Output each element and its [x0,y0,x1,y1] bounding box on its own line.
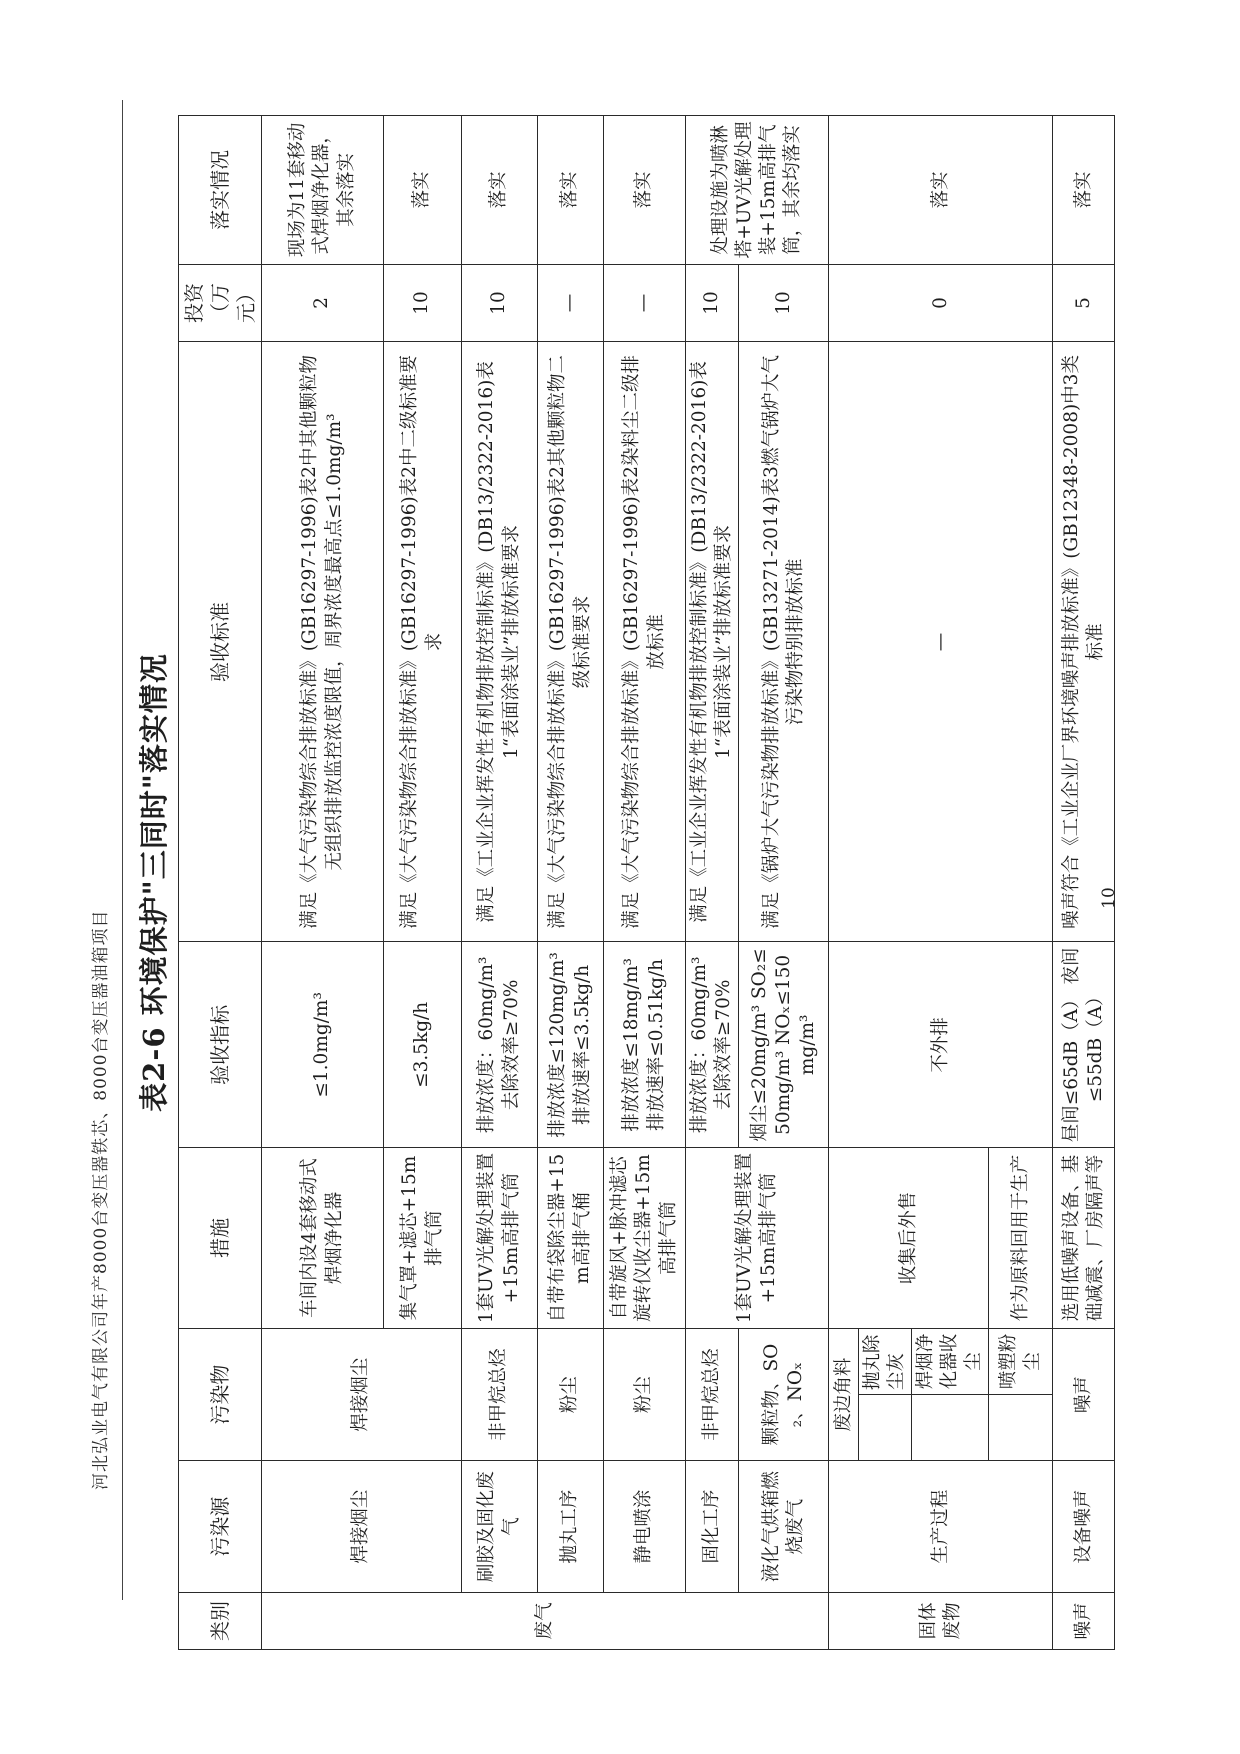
col-header-pollutant: 污染物 [179,1328,262,1461]
source-cell: 生产过程 [829,1461,1053,1592]
measure-cell: 自带布袋除尘器+15m高排气桶 [538,1148,604,1329]
standard-cell: 噪声符合《工业企业厂界环境噪声排放标准》(GB12348-2008)中3类标准 [1053,342,1115,942]
table-row [262,116,384,1650]
pollutant-cell: 焊烟净化器收尘 [912,1328,989,1394]
running-header: 河北弘业电气有限公司年产8000台变压器铁芯、8000台变压器油箱项目 [91,909,111,1490]
standard-cell: 满足《工业企业挥发性有机物排放控制标准》(DB13/2322-2016)表1“表面涂装业”排放标准要求 [462,342,538,942]
rotated-table-block [130,115,1115,1650]
investment-cell: — [538,264,604,342]
status-cell: 落实 [1053,116,1115,265]
pollutant-cell: 抛丸除尘灰 [859,1328,912,1394]
indicator-cell: 排放浓度：60mg/m³ 去除效率≥70% [462,942,538,1148]
pollutant-cell: 喷塑粉尘 [989,1328,1053,1394]
source-cell: 固化工序 [686,1461,739,1592]
category-gas: 废气 [262,1592,829,1649]
measure-cell: 选用低噪声设备、基础减震、厂房隔声等 [1053,1148,1115,1329]
table-row [1053,116,1115,1650]
pollutant-cell: 非甲烷总烃 [686,1328,739,1461]
source-welding: 焊接烟尘 [262,1461,462,1592]
table-row [686,116,739,1650]
col-header-indicator: 验收指标 [179,942,262,1148]
investment-cell: 5 [1053,264,1115,342]
status-cell: 落实 [462,116,538,265]
source-cell: 抛丸工序 [538,1461,604,1592]
status-cell: 现场为11套移动式焊烟净化器，其余落实 [262,116,384,265]
source-cell: 设备噪声 [1053,1461,1115,1592]
col-header-status: 落实情况 [179,116,262,265]
source-cell: 静电喷涂 [604,1461,686,1592]
pollutant-cell: 噪声 [1053,1328,1115,1461]
pollutant-cell: 非甲烷总烃 [462,1328,538,1461]
standard-cell: 满足《大气污染物综合排放标准》(GB16297-1996)表2染料尘二级排放标准 [604,342,686,942]
table-header-row [179,116,262,1650]
col-header-source: 污染源 [179,1461,262,1592]
investment-cell: 10 [462,264,538,342]
page-number: 10 [1098,887,1119,909]
measure-cell: 收集后外售 [829,1148,989,1329]
col-header-measure: 措施 [179,1148,262,1329]
indicator-cell: ≤1.0mg/m³ [262,942,384,1148]
investment-cell: 10 [384,264,462,342]
pollutant-cell: 粉尘 [538,1328,604,1461]
investment-cell: 10 [739,264,829,342]
investment-cell: 2 [262,264,384,342]
indicator-cell: 排放浓度≤120mg/m³ 排放速率≤3.5kg/h [538,942,604,1148]
pollutant-cell: 废边角料 [829,1328,859,1461]
investment-cell: 0 [829,264,1053,342]
table-row [739,116,829,1650]
table-row [538,116,604,1650]
indicator-cell: 排放浓度≤18mg/m³ 排放速率≤0.51kg/h [604,942,686,1148]
source-cell: 刷胶及固化废气 [462,1461,538,1592]
investment-cell: 10 [686,264,739,342]
status-cell: 落实 [384,116,462,265]
table-title: 表2-6 环境保护"三同时"落实情况 [137,653,171,1112]
measure-cell: 集气罩+滤芯+15m排气筒 [384,1148,462,1329]
investment-cell: — [604,264,686,342]
table-row [829,116,859,1650]
status-cell: 落实 [604,116,686,265]
col-header-investment: 投资（万元） [179,264,262,342]
header-rule [122,100,123,1600]
standard-cell: 满足《锅炉大气污染物排放标准》(GB13271-2014)表3燃气锅炉大气污染物特别排放标准 [739,342,829,942]
measure-cell: 1套UV光解处理装置+15m高排气筒 [686,1148,829,1329]
standard-cell: 满足《大气污染物综合排放标准》(GB16297-1996)表2中二级标准要求 [384,342,462,942]
three-simultaneous-table [178,115,1115,1650]
status-cell: 处理设施为喷淋塔+UV光解处理装+15m高排气筒，其余均落实 [686,116,829,265]
category-solid: 固体废物 [829,1592,1053,1649]
indicator-cell: ≤3.5kg/h [384,942,462,1148]
measure-cell: 车间内设4套移动式焊烟净化器 [262,1148,384,1329]
indicator-cell: 烟尘≤20mg/m³ SO₂≤50mg/m³ NOₓ≤150mg/m³ [739,942,829,1148]
measure-cell: 1套UV光解处理装置+15m高排气筒 [462,1148,538,1329]
table-row [462,116,538,1650]
col-header-standard: 验收标准 [179,342,262,942]
pollutant-welding: 焊接烟尘 [262,1328,462,1461]
measure-cell: 作为原料回用于生产 [989,1148,1053,1329]
indicator-cell: 昼间≤65dB（A） 夜间≤55dB（A） [1053,942,1115,1148]
status-cell: 落实 [829,116,1053,265]
indicator-cell: 不外排 [829,942,1053,1148]
status-cell: 落实 [538,116,604,265]
pollutant-cell: 粉尘 [604,1328,686,1461]
standard-cell: 满足《工业企业挥发性有机物排放控制标准》(DB13/2322-2016)表1“表面涂装业”排放标准要求 [686,342,739,942]
col-header-category: 类别 [179,1592,262,1649]
pollutant-cell: 颗粒物、SO₂、NOₓ [739,1328,829,1461]
standard-cell: 满足《大气污染物综合排放标准》(GB16297-1996)表2其他颗粒物二级标准要求 [538,342,604,942]
standard-cell: 满足《大气污染物综合排放标准》(GB16297-1996)表2中其他颗粒物无组织排放监控浓度限值，周界浓度最高点≤1.0mg/m³ [262,342,384,942]
category-noise: 噪声 [1053,1592,1115,1649]
table-row [604,116,686,1650]
standard-cell: — [829,342,1053,942]
indicator-cell: 排放浓度：60mg/m³ 去除效率≥70% [686,942,739,1148]
source-cell: 液化气烘箱燃烧废气 [739,1461,829,1592]
measure-cell: 自带旋风+脉冲滤芯旋转仪收尘器+15m高排气筒 [604,1148,686,1329]
